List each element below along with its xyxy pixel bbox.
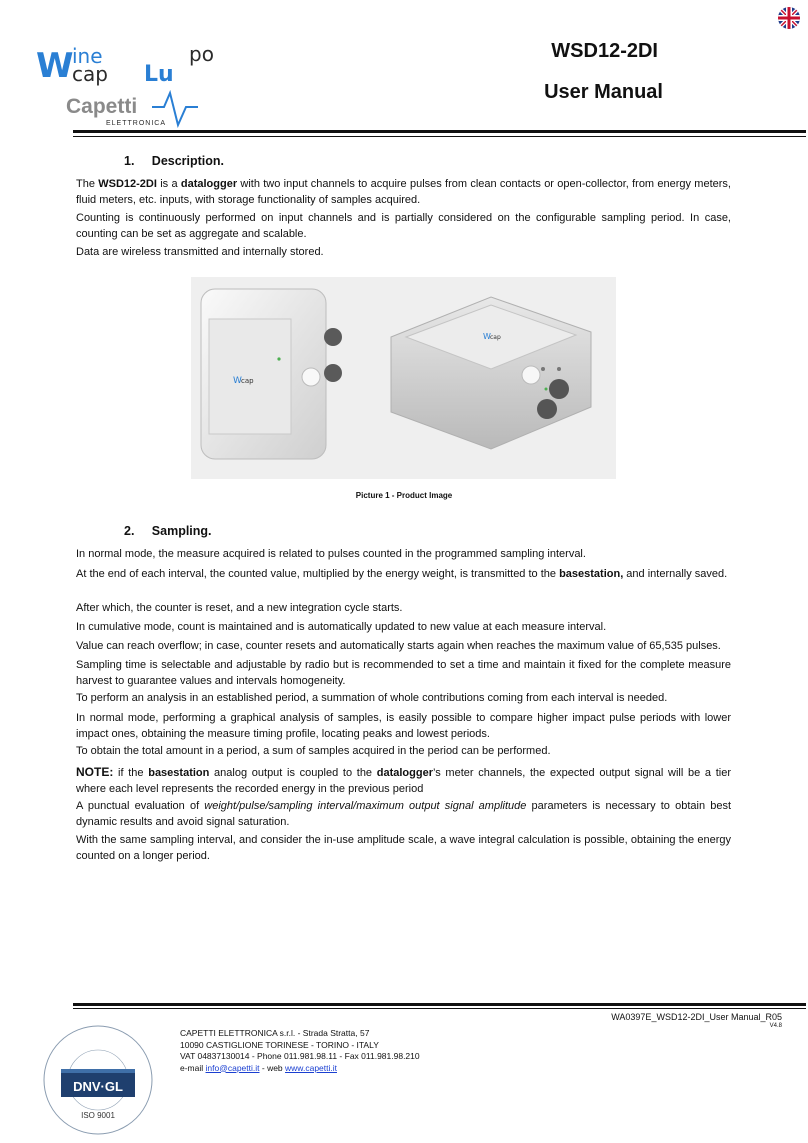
- svg-text:W: W: [36, 46, 75, 86]
- paragraph: In normal mode, performing a graphical analysis of samples, is easily possible to compare higher impact pulse periods with lower impact ones, obtaining the measure timing profile, locating peaks and lowest periods.: [76, 712, 731, 740]
- company-logo: [34, 35, 244, 130]
- paragraph: To obtain the total amount in a period, a sum of samples acquired in the period can be performed.: [76, 745, 551, 757]
- cert-mark-text: DNV·GL: [73, 1079, 123, 1094]
- paragraph: Counting is continuously performed on input channels and is partially considered on the configurable sampling period. In case, counting can be set as aggregate and scalable.: [76, 212, 731, 240]
- company-address: 10090 CASTIGLIONE TORINESE - TORINO - ITALY: [180, 1039, 379, 1050]
- image-caption: Picture 1 - Product Image: [355, 491, 453, 500]
- header-rule-thin: [73, 136, 806, 137]
- footer-rule-thin: [73, 1008, 806, 1009]
- paragraph: With the same sampling interval, and consider the in-use amplitude scale, a wave integral calculation is possible, obtaining the energy counted on a longer period.: [76, 834, 731, 862]
- svg-text:cap: cap: [490, 334, 501, 341]
- paragraph: In normal mode, the measure acquired is related to pulses counted in the programmed sampling interval.: [76, 548, 586, 560]
- paragraph: A punctual evaluation of weight/pulse/sampling interval/maximum output signal amplitude parameters is necessary to obtain best dynamic results and avoid signal saturation.: [76, 800, 732, 828]
- paragraph: At the end of each interval, the counted value, multiplied by the energy weight, is transmitted to the basestation, and internally saved.: [76, 568, 728, 580]
- paragraph: In cumulative mode, count is maintained and is automatically updated to new value at each measure interval.: [76, 621, 607, 633]
- certification-seal: [38, 1018, 158, 1138]
- doc-type-title: User Manual: [544, 81, 663, 103]
- paragraph: Value can reach overflow; in case, counter resets and automatically starts again when reaches the maximum value of 65,535 pulses.: [76, 640, 721, 652]
- paragraph: To perform an analysis in an established period, a summation of whole contributions coming from each interval is needed.: [76, 692, 668, 704]
- web-link[interactable]: www.capetti.it: [285, 1062, 337, 1073]
- company-contacts: e-mail info@capetti.it - web www.capetti.it: [180, 1062, 337, 1073]
- svg-text:Lu: Lu: [144, 62, 174, 87]
- section-heading-sampling: 2. Sampling.: [124, 524, 212, 538]
- email-link[interactable]: info@capetti.it: [205, 1062, 260, 1073]
- svg-text:W: W: [233, 376, 242, 386]
- svg-text:ELETTRONICA: ELETTRONICA: [106, 120, 167, 127]
- model-title: WSD12-2DI: [551, 40, 658, 62]
- svg-text:ine: ine: [72, 44, 103, 68]
- paragraph: Sampling time is selectable and adjustable by radio but is recommended to set a time and maintain it fixed for the complete measure harvest to guarantee values and intervals homogeneity.: [76, 659, 731, 687]
- svg-text:po: po: [189, 42, 214, 66]
- svg-text:cap: cap: [241, 377, 254, 385]
- svg-text:Capetti: Capetti: [66, 95, 138, 118]
- doc-code: WA0397E_WSD12-2DI_User Manual_R05: [611, 1012, 782, 1022]
- paragraph: The WSD12-2DI is a datalogger with two input channels to acquire pulses from clean contacts or open-collector, from energy meters, fluid meters, etc. inputs, with storage functionality of samples acquired.: [76, 178, 731, 206]
- company-name: CAPETTI ELETTRONICA s.r.l. - Strada Stratta, 57: [180, 1028, 370, 1038]
- footer-rule: [73, 1003, 806, 1006]
- uk-flag-icon[interactable]: [778, 7, 800, 29]
- company-address-block: [180, 1028, 420, 1074]
- company-vat-phone: VAT 04837130014 - Phone 011.981.98.11 - Fax 011.981.98.210: [180, 1051, 420, 1061]
- note-paragraph: NOTE: if the basestation analog output is coupled to the datalogger’s meter channels, the expected output signal will be a tier where each level represents the recorded energy in the previous period: [76, 765, 732, 795]
- product-image: [191, 277, 616, 479]
- paragraph: After which, the counter is reset, and a new integration cycle starts.: [76, 602, 403, 614]
- paragraph: Data are wireless transmitted and internally stored.: [76, 246, 324, 258]
- header-rule: [73, 130, 806, 133]
- svg-text:cap: cap: [72, 62, 108, 86]
- section-heading-description: 1. Description.: [124, 154, 225, 168]
- svg-text:W: W: [483, 332, 491, 341]
- cert-iso-text: ISO 9001: [81, 1111, 115, 1120]
- version-label: V4.8: [769, 1023, 782, 1029]
